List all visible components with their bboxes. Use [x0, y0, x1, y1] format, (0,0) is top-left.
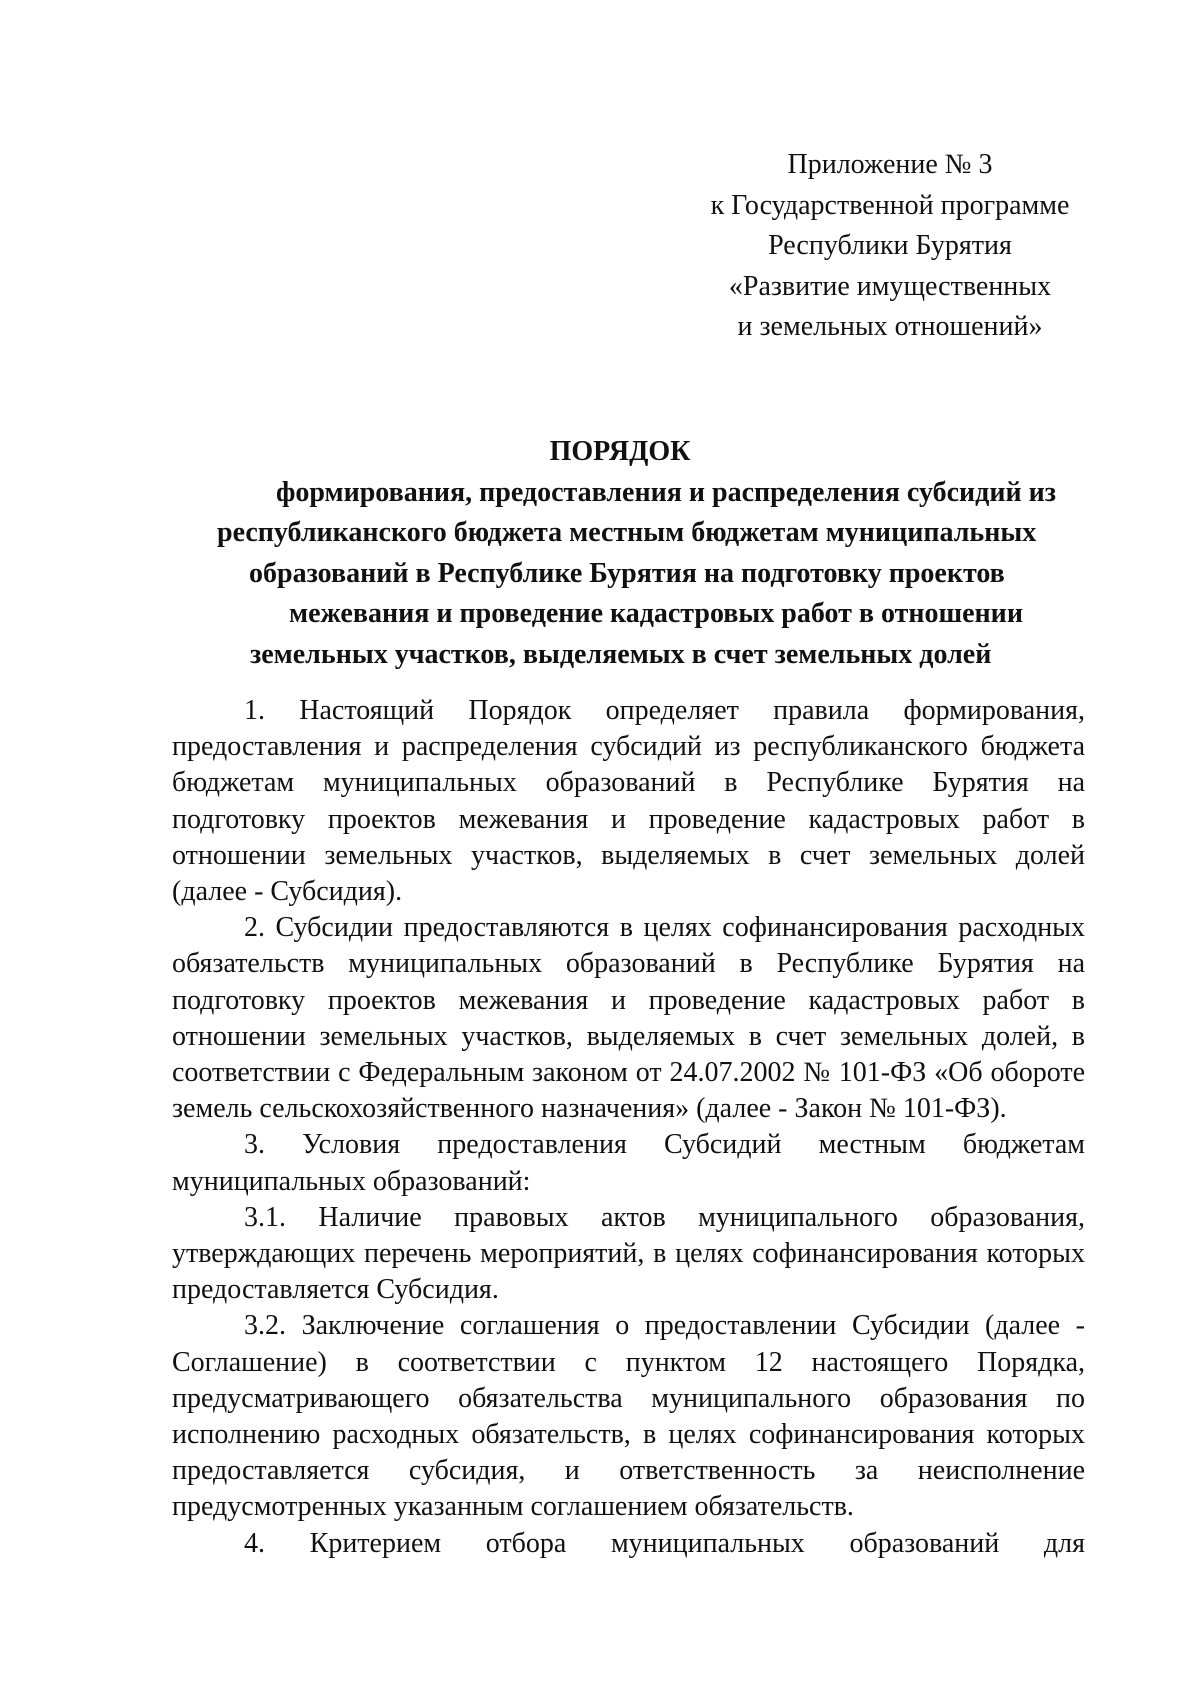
- paragraph-2: 2. Субсидии предоставляются в целях софинансирования расходных обязательств муниципальных образований в Республике Бурятия на подготовку проектов межевания и проведение кадастровых работ в отношении земельных участков, выделяемых в счет земельных долей, в соответствии с Федеральным законом от 24.07.2002 № 101-ФЗ «Об обороте земель сельскохозяйственного назначения» (далее - Закон № 101-ФЗ).: [172, 912, 1085, 1125]
- paragraph-4: 4. Критерием отбора муниципальных образований для: [244, 1527, 1085, 1559]
- appendix-reference: [700, 145, 1080, 348]
- title-heading: ПОРЯДОК: [549, 436, 691, 467]
- appendix-line: и земельных отношений»: [737, 311, 1043, 342]
- title-line: земельных участков, выделяемых в счет земельных долей: [250, 638, 992, 670]
- document-body: [172, 693, 1085, 1562]
- appendix-line: Приложение № 3: [787, 149, 993, 180]
- paragraph-3-2: 3.2. Заключение соглашения о предоставлении Субсидии (далее - Соглашение) в соответствии с пунктом 12 настоящего Порядка, предусматривающего обязательства муниципального образования по исполнению расходных обязательств, в целях софинансирования которых предоставляется субсидия, и ответственность за неисполнение предусмотренных указанным соглашением обязательств.: [172, 1310, 1085, 1523]
- title-line: республиканского бюджета местным бюджетам муниципальных: [217, 517, 1037, 548]
- appendix-line: Республики Бурятия: [768, 230, 1012, 261]
- title-line: образований в Республике Бурятия на подготовку проектов: [249, 557, 1005, 589]
- title-line: межевания и проведение кадастровых работ в отношении: [289, 598, 1023, 629]
- title-line: формирования, предоставления и распределения субсидий из: [276, 476, 1056, 508]
- appendix-line: к Государственной программе: [710, 189, 1070, 221]
- paragraph-1: 1. Настоящий Порядок определяет правила формирования, предоставления и распределения субсидий из республиканского бюджета бюджетам муниципальных образований в Республике Бурятия на подготовку проектов межевания и проведение кадастровых работ в отношении земельных участков, выделяемых в счет земельных долей (далее - Субсидия).: [172, 695, 1085, 908]
- paragraph-3-1: 3.1. Наличие правовых актов муниципального образования, утверждающих перечень мероприятий, в целях софинансирования которых предоставляется Субсидия.: [172, 1201, 1085, 1306]
- paragraph-3: 3. Условия предоставления Субсидий местным бюджетам муниципальных образований:: [172, 1129, 1085, 1197]
- appendix-line: «Развитие имущественных: [728, 270, 1052, 302]
